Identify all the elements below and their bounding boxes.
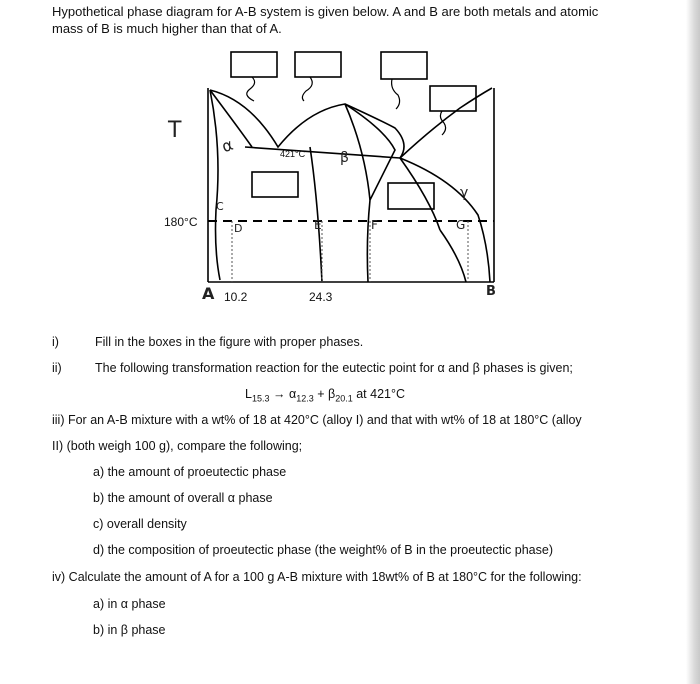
label-B: B	[486, 284, 496, 299]
eq-beta: β	[328, 387, 336, 401]
q1-number: i)	[52, 335, 59, 349]
phase-box-5	[252, 172, 298, 197]
eq-arrow: →	[272, 387, 286, 401]
eq-alpha: α	[288, 387, 297, 401]
label-A: A	[202, 284, 215, 303]
q2-text: The following transformation reaction for the eutectic point for α and β phases is given;	[95, 361, 573, 375]
pointer-2	[302, 77, 312, 101]
point-C-label: C	[216, 200, 224, 213]
label-10-2: 10.2	[224, 290, 248, 304]
liquidus-left	[210, 90, 404, 158]
point-G-label: G	[456, 218, 466, 232]
axis-label-T: T	[168, 118, 182, 143]
phase-box-2	[295, 52, 341, 77]
eq-tail: at 421°C	[356, 387, 405, 401]
eq-L-sub: 15.3	[251, 393, 270, 404]
q3-line-2: II) (both weigh 100 g), compare the following;	[52, 439, 303, 453]
label-180: 180°C	[164, 215, 198, 229]
q4-b: b) in β phase	[93, 623, 166, 637]
q1-text: Fill in the boxes in the figure with proper phases.	[95, 335, 364, 349]
gamma-inner	[440, 230, 466, 282]
q4-text: iv) Calculate the amount of A for a 100 g A-B mixture with 18wt% of B at 180°C for the following:	[52, 570, 582, 584]
point-E-label: E	[314, 218, 322, 232]
point-D-label: D	[234, 222, 243, 235]
eutectic-line	[245, 147, 400, 158]
label-421: 421°C	[280, 149, 306, 159]
label-24-3: 24.3	[309, 290, 333, 304]
phase-box-1	[231, 52, 277, 77]
phase-alpha-label: α	[219, 134, 236, 157]
liquidus-right	[400, 88, 492, 158]
q3-b: b) the amount of overall α phase	[93, 491, 273, 505]
pointer-3	[392, 79, 400, 109]
phase-beta-label: β	[340, 150, 349, 166]
phase-box-4	[430, 86, 476, 111]
q3-d: d) the composition of proeutectic phase (the weight% of B in the proeutectic phase)	[93, 543, 553, 557]
q4-a: a) in α phase	[93, 597, 166, 611]
beta-left	[310, 147, 322, 282]
eutectic-equation	[245, 387, 405, 404]
eq-plus: +	[317, 387, 325, 401]
q2-number: ii)	[52, 361, 62, 375]
eq-beta-sub: 20.1	[335, 393, 353, 404]
q3-line-1: iii) For an A-B mixture with a wt% of 18 at 420°C (alloy I) and that with wt% of 18 at 180°C (alloy	[52, 413, 582, 427]
eq-L: L	[245, 387, 252, 401]
pointer-1	[247, 77, 255, 101]
alpha-solvus	[210, 90, 220, 280]
phase-box-3	[381, 52, 427, 79]
phase-diagram	[0, 0, 700, 330]
point-F-label: F	[371, 218, 378, 232]
phase-box-6	[388, 183, 434, 209]
intro-line-1: Hypothetical phase diagram for A-B system is given below. A and B are both metals and atomic	[52, 4, 599, 19]
q3-c: c) overall density	[93, 517, 187, 531]
phase-gamma-label: γ	[460, 185, 469, 201]
intro-line-2: mass of B is much higher than that of A.	[52, 21, 282, 36]
q3-a: a) the amount of proeutectic phase	[93, 465, 287, 479]
eq-alpha-sub: 12.3	[296, 393, 314, 404]
